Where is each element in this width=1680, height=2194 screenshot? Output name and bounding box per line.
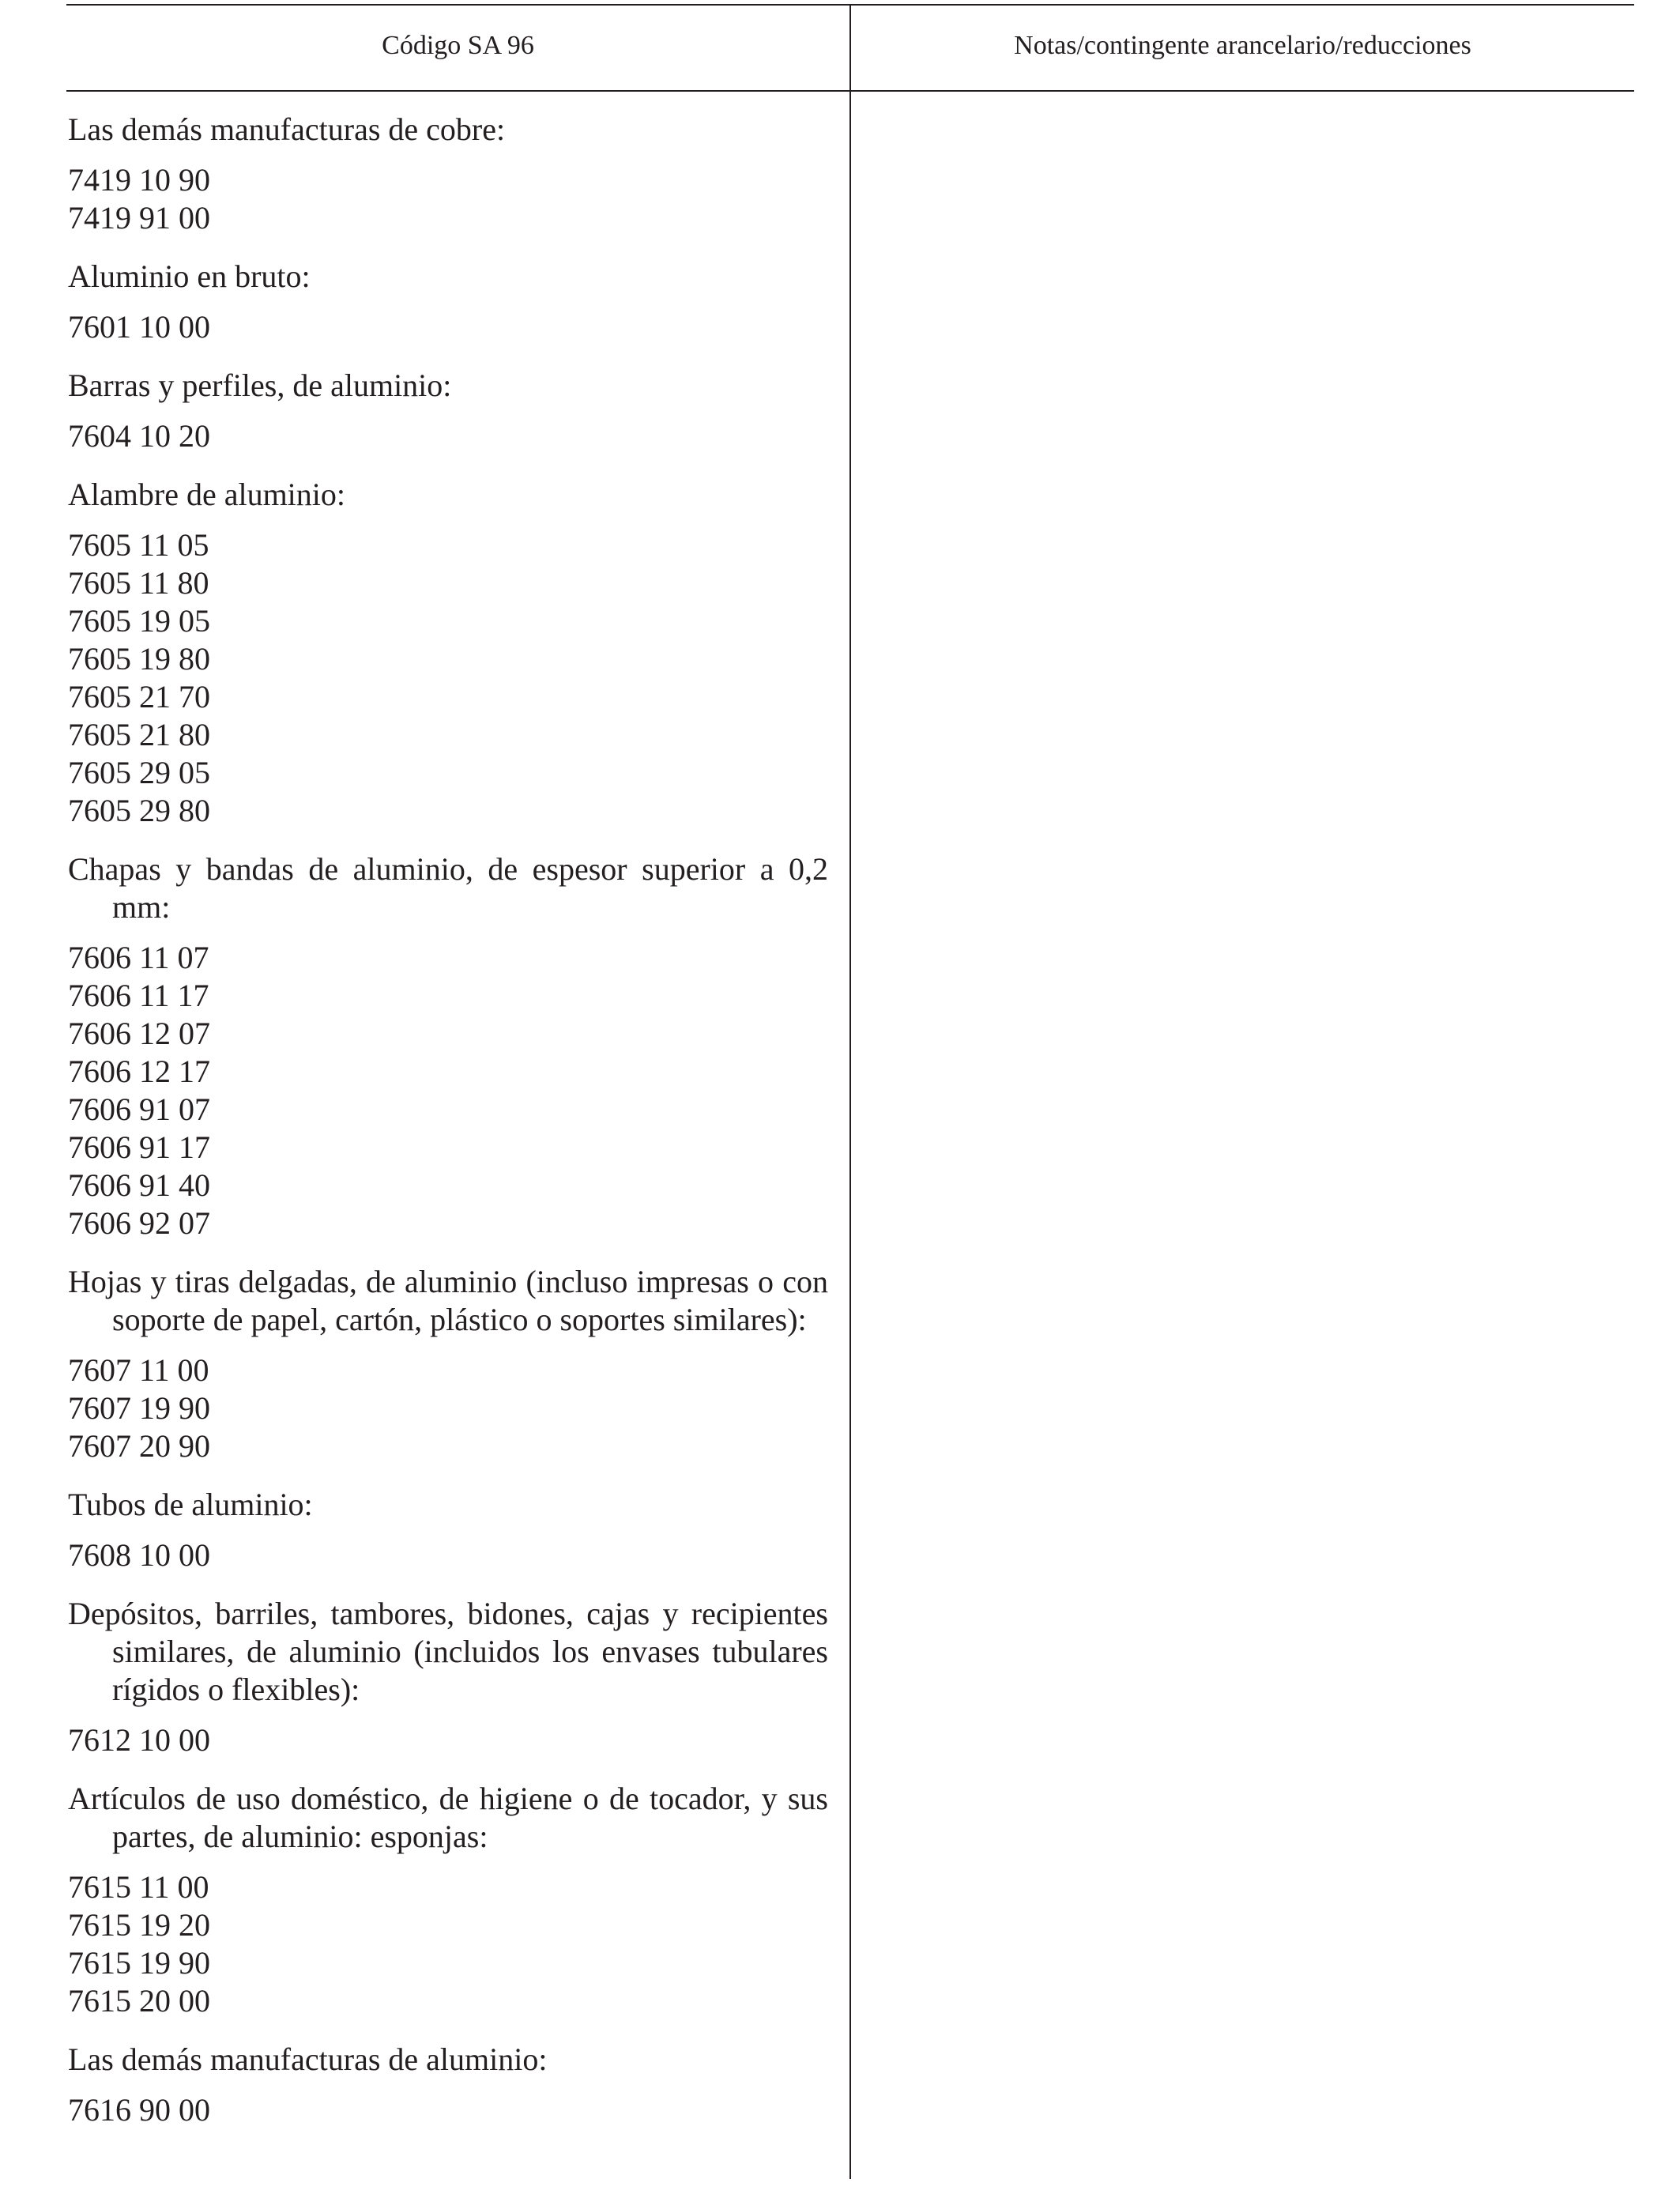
- group-title: Alambre de aluminio:: [68, 477, 346, 512]
- code-group: [68, 476, 828, 830]
- code-group: [68, 367, 828, 455]
- group-title: Artículos de uso doméstico, de higiene o de tocador, y sus partes, de aluminio: esponjas:: [68, 1781, 828, 1854]
- hs-code: 7601 10 00: [68, 309, 210, 345]
- hs-code: 7606 91 40: [68, 1167, 210, 1203]
- group-title: Hojas y tiras delgadas, de aluminio (incluso impresas o con soporte de papel, cartón, plástico o soportes similares):: [68, 1264, 828, 1337]
- hs-code: 7608 10 00: [68, 1537, 210, 1573]
- code-group: [68, 850, 828, 1242]
- hs-code: 7615 20 00: [68, 1983, 210, 2019]
- hs-code: 7615 19 20: [68, 1907, 210, 1943]
- hs-code: 7606 12 07: [68, 1016, 210, 1051]
- code-group: [68, 1486, 828, 1574]
- hs-code: 7606 91 17: [68, 1129, 210, 1165]
- code-group: [68, 1595, 828, 1759]
- group-title: Aluminio en bruto:: [68, 258, 311, 294]
- hs-code: 7419 91 00: [68, 200, 210, 236]
- code-group: [68, 1263, 828, 1465]
- hs-code: 7607 20 90: [68, 1428, 210, 1464]
- code-group: [68, 111, 828, 237]
- hs-code: 7616 90 00: [68, 2092, 210, 2128]
- hs-code: 7615 19 90: [68, 1945, 210, 1981]
- hs-code: 7606 91 07: [68, 1091, 210, 1127]
- hs-code: 7605 21 80: [68, 717, 210, 752]
- code-group: [68, 258, 828, 346]
- column-header-hs-code: Código SA 96: [382, 31, 534, 60]
- hs-code: 7605 29 05: [68, 755, 210, 790]
- column-divider: [849, 4, 851, 2179]
- group-title: Chapas y bandas de aluminio, de espesor superior a 0,2 mm:: [68, 851, 828, 925]
- hs-code: 7605 21 70: [68, 679, 210, 714]
- hs-code: 7612 10 00: [68, 1722, 210, 1758]
- hs-code: 7607 19 90: [68, 1390, 210, 1426]
- hs-code: 7606 11 17: [68, 978, 209, 1013]
- group-title: Tubos de aluminio:: [68, 1487, 313, 1522]
- hs-code: 7605 29 80: [68, 793, 210, 828]
- hs-code: 7605 19 80: [68, 641, 210, 677]
- hs-code: 7605 19 05: [68, 603, 210, 639]
- hs-code-column: [68, 111, 828, 2150]
- hs-code: 7615 11 00: [68, 1869, 209, 1905]
- hs-code: 7605 11 05: [68, 527, 209, 563]
- hs-code: 7606 92 07: [68, 1205, 210, 1241]
- column-header-notes: Notas/contingente arancelario/reducciones: [1014, 31, 1471, 60]
- code-group: [68, 2041, 828, 2129]
- hs-code: 7604 10 20: [68, 418, 210, 454]
- group-title: Barras y perfiles, de aluminio:: [68, 368, 452, 403]
- group-title: Las demás manufacturas de cobre:: [68, 111, 506, 147]
- group-title: Depósitos, barriles, tambores, bidones, cajas y recipientes similares, de aluminio (incluidos los envases tubulares rígidos o flexibles):: [68, 1596, 828, 1707]
- hs-code: 7419 10 90: [68, 162, 210, 198]
- hs-code: 7606 11 07: [68, 940, 209, 975]
- group-title: Las demás manufacturas de aluminio:: [68, 2041, 548, 2077]
- hs-code: 7606 12 17: [68, 1054, 210, 1089]
- hs-code: 7607 11 00: [68, 1352, 209, 1388]
- hs-code: 7605 11 80: [68, 565, 209, 601]
- code-group: [68, 1780, 828, 2020]
